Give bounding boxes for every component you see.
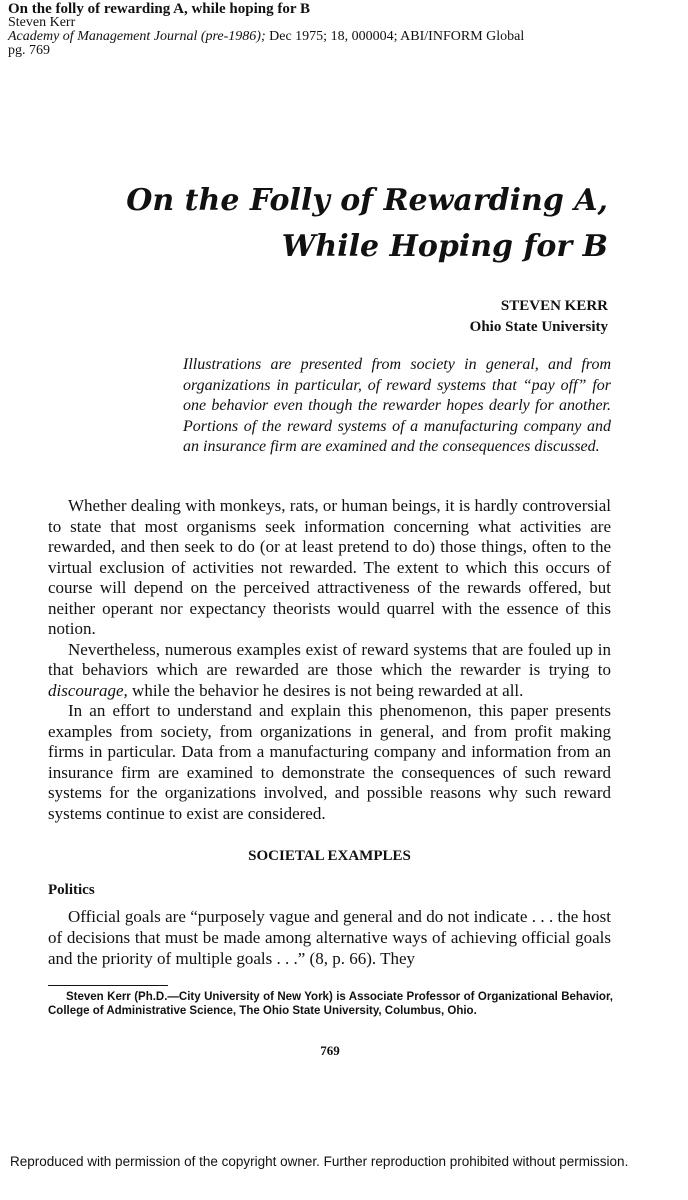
emphasis-discourage: discourage, xyxy=(48,680,128,700)
source-title: On the folly of rewarding A, while hoping for B xyxy=(8,1,310,17)
author-name: STEVEN KERR xyxy=(500,298,608,314)
footnote-text: Steven Kerr (Ph.D.—City University of New York) is Associate Professor of Organizational Behavior, College of Administrative Science, The Ohio State University, Columbus, Ohio. xyxy=(48,991,613,1017)
article-title xyxy=(126,178,608,270)
article-body xyxy=(48,496,611,824)
title-line-1: On the Folly of Rewarding A, xyxy=(126,183,608,218)
footnote xyxy=(48,990,613,1018)
citation-header xyxy=(8,2,524,58)
title-line-2: While Hoping for B xyxy=(281,229,608,264)
paragraph-1: Whether dealing with monkeys, rats, or human beings, it is hardly controversial to state that most organisms seek information concerning what activities are rewarded, and then seek to do (or at least pretend to do) those things, often to the virtual exclusion of activities not rewarded. The extent to which this occurs of course will depend on the perceived attractiveness of the rewards offered, but neither operant nor expectancy theorists would quarrel with the essence of this notion. xyxy=(48,496,611,638)
paragraph-3: In an effort to understand and explain this phenomenon, this paper presents examples from society, from organizations in general, and from profit making firms in particular. Data from a manufacturing company and information from an insurance firm are examined to demonstrate the consequences of such reward systems for the organizations involved, and possible reasons why such reward systems continue to exist are considered. xyxy=(48,701,611,823)
page-number: 769 xyxy=(320,1043,340,1058)
journal-name: Academy of Management Journal (pre-1986); xyxy=(8,29,266,44)
source-citation xyxy=(8,30,524,44)
citation-details: Dec 1975; 18, 000004; ABI/INFORM Global xyxy=(265,29,525,44)
source-page: pg. 769 xyxy=(8,43,50,58)
abstract: Illustrations are presented from society in general, and from organizations in particular, of reward systems that “pay off” for one behavior even though the rewarder hopes dearly for another. Portions of the reward systems of a manufacturing company and an insurance firm are examined and the consequences discussed. xyxy=(183,356,611,455)
paragraph-2 xyxy=(48,640,611,702)
article-body-continued xyxy=(48,906,611,969)
section-heading: SOCIETAL EXAMPLES xyxy=(248,848,411,864)
copyright-notice: Reproduced with permission of the copyright owner. Further reproduction prohibited without permission. xyxy=(10,1154,629,1169)
author-affiliation: Ohio State University xyxy=(469,319,608,335)
paragraph-2-part-b: while the behavior he desires is not being rewarded at all. xyxy=(127,680,524,700)
source-author: Steven Kerr xyxy=(8,15,76,30)
subsection-heading: Politics xyxy=(48,882,95,898)
paragraph-4: Official goals are “purposely vague and general and do not indicate . . . the host of decisions that must be made among alternative ways of achieving official goals and the priority of multiple goals . . .” (8, p. 66). They xyxy=(48,907,611,968)
author-block xyxy=(470,296,608,338)
paragraph-2-part-a: Nevertheless, numerous examples exist of reward systems that are fouled up in that behaviors which are rewarded are those which the rewarder is trying to xyxy=(48,639,611,679)
footnote-divider xyxy=(48,985,168,986)
